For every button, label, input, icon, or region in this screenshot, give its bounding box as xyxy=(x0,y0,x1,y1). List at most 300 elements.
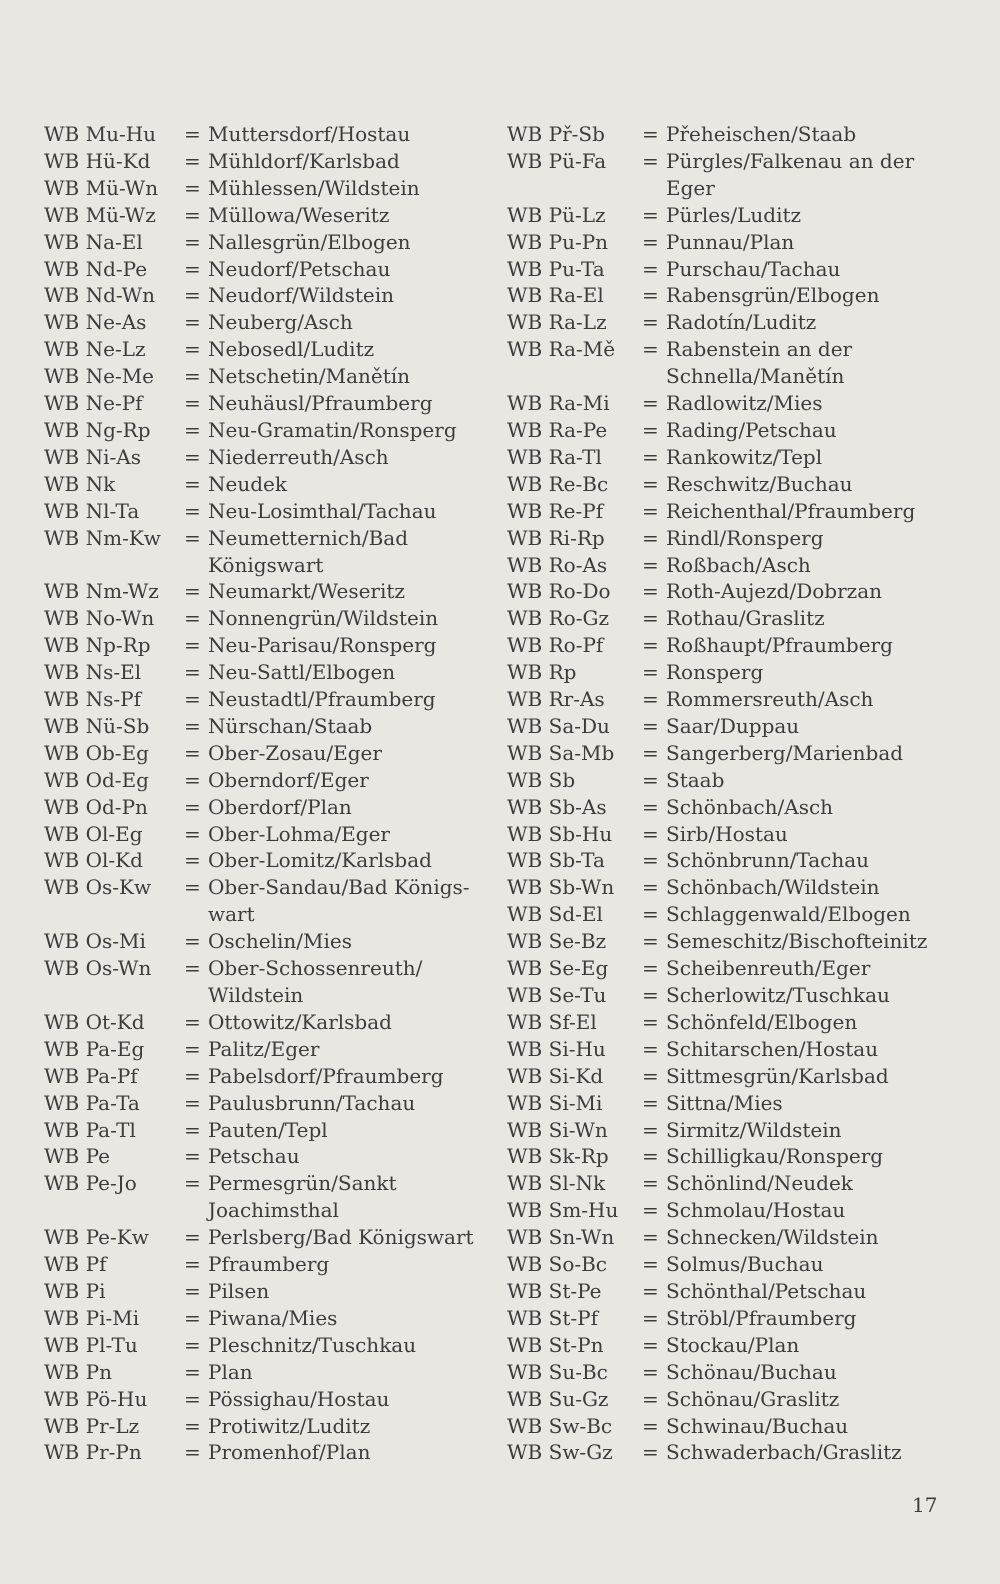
equals-sign: = xyxy=(184,821,201,846)
equals-sign: = xyxy=(184,337,201,362)
abbreviation-entry xyxy=(44,336,474,363)
place-name: Palitz/Eger xyxy=(208,1036,320,1061)
place-name: Purschau/Tachau xyxy=(666,256,841,281)
equals-sign: = xyxy=(642,1278,659,1303)
equals-sign: = xyxy=(642,1225,659,1250)
abbreviation-code: WB Si-Kd xyxy=(507,1063,604,1088)
abbreviation-code: WB Os-Mi xyxy=(44,929,146,954)
abbreviation-entry xyxy=(44,282,474,309)
equals-sign: = xyxy=(642,525,659,550)
place-name: Muttersdorf/Hostau xyxy=(208,122,411,146)
abbreviation-entry xyxy=(507,928,947,955)
abbreviation-code: WB Os-Kw xyxy=(44,875,152,900)
place-name: Neu-Losimthal/Tachau xyxy=(208,498,437,523)
place-name: Neumarkt/Weseritz xyxy=(208,579,405,604)
equals-sign: = xyxy=(184,1440,201,1465)
abbreviation-code: WB Sa-Mb xyxy=(507,740,615,765)
abbreviation-code: WB Se-Bz xyxy=(507,929,607,954)
abbreviation-code: WB Pe-Kw xyxy=(44,1225,149,1250)
equals-sign: = xyxy=(642,1171,659,1196)
abbreviation-code: WB Mü-Wz xyxy=(44,202,156,227)
place-name: Staab xyxy=(666,767,725,792)
abbreviation-code: WB Ng-Rp xyxy=(44,417,151,442)
equals-sign: = xyxy=(642,1413,659,1438)
equals-sign: = xyxy=(642,740,659,765)
abbreviation-entry xyxy=(44,928,474,955)
abbreviation-code: WB Pa-Eg xyxy=(44,1036,145,1061)
abbreviation-entry xyxy=(507,1251,947,1278)
abbreviation-entry xyxy=(44,821,474,848)
place-name: Ottowitz/Karlsbad xyxy=(208,1009,392,1034)
place-name: Schitarschen/Hostau xyxy=(666,1036,879,1061)
abbreviation-entry xyxy=(44,1143,474,1170)
equals-sign: = xyxy=(184,1117,201,1142)
abbreviation-code: WB Pe xyxy=(44,1144,111,1169)
equals-sign: = xyxy=(184,229,201,254)
place-name: Schilligkau/Ronsperg xyxy=(666,1144,884,1169)
abbreviation-entry xyxy=(44,659,474,686)
abbreviation-code: WB Se-Tu xyxy=(507,983,607,1007)
abbreviation-entry xyxy=(507,229,947,256)
abbreviation-code: WB Ro-Gz xyxy=(507,606,609,631)
place-name: Schönlind/Neudek xyxy=(666,1171,853,1196)
equals-sign: = xyxy=(642,1359,659,1384)
place-name: Pabelsdorf/Pfraumberg xyxy=(208,1063,444,1088)
abbreviation-code: WB Pi xyxy=(44,1278,106,1303)
abbreviation-entry xyxy=(507,874,947,901)
abbreviation-code: WB Ot-Kd xyxy=(44,1009,145,1034)
place-name: Ströbl/Pfraumberg xyxy=(666,1305,857,1330)
place-name: Neumetternich/Bad Königswart xyxy=(208,525,409,577)
place-name: Solmus/Buchau xyxy=(666,1252,824,1277)
place-name: Neu-Sattl/Elbogen xyxy=(208,660,396,685)
abbreviation-code: WB No-Wn xyxy=(44,606,155,631)
place-name: Paulusbrunn/Tachau xyxy=(208,1090,416,1115)
place-name: Neustadtl/Pfraumberg xyxy=(208,687,436,712)
abbreviation-code: WB Pi-Mi xyxy=(44,1305,140,1330)
abbreviation-code: WB Pu-Ta xyxy=(507,256,605,281)
right-column xyxy=(507,121,947,1466)
place-name: Reichenthal/Pfraumberg xyxy=(666,498,916,523)
abbreviation-code: WB Re-Bc xyxy=(507,471,609,496)
abbreviation-entry xyxy=(44,1305,474,1332)
equals-sign: = xyxy=(642,1144,659,1169)
equals-sign: = xyxy=(184,1413,201,1438)
abbreviation-code: WB Sb xyxy=(507,767,576,792)
equals-sign: = xyxy=(184,848,201,873)
place-name: Ober-Sandau/Bad Königs-wart xyxy=(208,875,470,927)
abbreviation-code: WB Np-Rp xyxy=(44,633,151,658)
equals-sign: = xyxy=(642,202,659,227)
place-name: Oberndorf/Eger xyxy=(208,767,369,792)
abbreviation-entry xyxy=(507,121,947,148)
abbreviation-entry xyxy=(507,713,947,740)
place-name: Mühldorf/Karlsbad xyxy=(208,148,400,173)
abbreviation-entry xyxy=(507,847,947,874)
abbreviation-entry xyxy=(44,1413,474,1440)
abbreviation-entry xyxy=(44,525,474,579)
abbreviation-entry xyxy=(507,1359,947,1386)
abbreviation-entry xyxy=(44,1009,474,1036)
abbreviation-code: WB Pa-Pf xyxy=(44,1063,138,1088)
abbreviation-code: WB Pü-Fa xyxy=(507,148,607,173)
equals-sign: = xyxy=(184,417,201,442)
abbreviation-entry xyxy=(507,390,947,417)
place-name: Roth-Aujezd/Dobrzan xyxy=(666,579,882,604)
abbreviation-code: WB Su-Bc xyxy=(507,1359,608,1384)
abbreviation-entry xyxy=(507,982,947,1009)
equals-sign: = xyxy=(184,1171,201,1196)
abbreviation-entry xyxy=(507,1386,947,1413)
abbreviation-code: WB Sf-El xyxy=(507,1009,597,1034)
equals-sign: = xyxy=(184,929,201,954)
equals-sign: = xyxy=(642,1198,659,1223)
place-name: Scheibenreuth/Eger xyxy=(666,956,871,981)
abbreviation-code: WB Ns-El xyxy=(44,660,142,685)
abbreviation-code: WB Nd-Wn xyxy=(44,283,156,308)
place-name: Müllowa/Weseritz xyxy=(208,202,390,227)
abbreviation-entry xyxy=(44,1117,474,1144)
abbreviation-code: WB Ol-Kd xyxy=(44,848,143,873)
place-name: Punnau/Plan xyxy=(666,229,795,254)
equals-sign: = xyxy=(642,687,659,712)
equals-sign: = xyxy=(184,606,201,631)
abbreviation-entry xyxy=(44,175,474,202)
abbreviation-code: WB Od-Pn xyxy=(44,794,148,819)
place-name: Protiwitz/Luditz xyxy=(208,1413,371,1438)
equals-sign: = xyxy=(184,391,201,416)
equals-sign: = xyxy=(642,794,659,819)
equals-sign: = xyxy=(642,1386,659,1411)
equals-sign: = xyxy=(642,660,659,685)
equals-sign: = xyxy=(642,606,659,631)
equals-sign: = xyxy=(642,444,659,469)
place-name: Pfraumberg xyxy=(208,1252,330,1277)
abbreviation-code: WB Pl-Tu xyxy=(44,1332,138,1357)
equals-sign: = xyxy=(642,848,659,873)
abbreviation-entry xyxy=(44,1332,474,1359)
abbreviation-code: WB Ro-Do xyxy=(507,579,611,604)
abbreviation-entry xyxy=(44,229,474,256)
abbreviation-code: WB St-Pf xyxy=(507,1305,598,1330)
abbreviation-entry xyxy=(507,1197,947,1224)
place-name: Scherlowitz/Tuschkau xyxy=(666,983,890,1007)
place-name: Sirmitz/Wildstein xyxy=(666,1117,842,1142)
equals-sign: = xyxy=(184,256,201,281)
abbreviation-entry xyxy=(507,901,947,928)
abbreviation-code: WB Ro-As xyxy=(507,552,608,577)
equals-sign: = xyxy=(642,956,659,981)
abbreviation-entry xyxy=(507,1278,947,1305)
abbreviation-entry xyxy=(44,713,474,740)
equals-sign: = xyxy=(642,821,659,846)
abbreviation-entry xyxy=(44,1386,474,1413)
abbreviation-entry xyxy=(507,417,947,444)
equals-sign: = xyxy=(642,148,659,173)
equals-sign: = xyxy=(642,229,659,254)
equals-sign: = xyxy=(184,1090,201,1115)
abbreviation-entry xyxy=(44,256,474,283)
abbreviation-entry xyxy=(44,847,474,874)
abbreviation-code: WB Sa-Du xyxy=(507,713,610,738)
abbreviation-entry xyxy=(44,471,474,498)
abbreviation-entry xyxy=(44,1251,474,1278)
equals-sign: = xyxy=(642,1332,659,1357)
abbreviation-code: WB Sm-Hu xyxy=(507,1198,619,1223)
place-name: Neu-Parisau/Ronsperg xyxy=(208,633,437,658)
place-name: Neuhäusl/Pfraumberg xyxy=(208,391,433,416)
place-name: Sittna/Mies xyxy=(666,1090,783,1115)
abbreviation-entry xyxy=(44,1170,474,1224)
abbreviation-entry xyxy=(507,336,947,390)
abbreviation-entry xyxy=(44,686,474,713)
abbreviation-entry xyxy=(507,1224,947,1251)
place-name: Pürles/Luditz xyxy=(666,202,802,227)
equals-sign: = xyxy=(184,633,201,658)
abbreviation-entry xyxy=(44,417,474,444)
abbreviation-entry xyxy=(44,498,474,525)
equals-sign: = xyxy=(642,579,659,604)
abbreviation-entry xyxy=(507,686,947,713)
abbreviation-code: WB Ob-Eg xyxy=(44,740,149,765)
abbreviation-entry xyxy=(44,202,474,229)
equals-sign: = xyxy=(184,1225,201,1250)
place-name: Sangerberg/Marienbad xyxy=(666,740,904,765)
equals-sign: = xyxy=(184,1252,201,1277)
equals-sign: = xyxy=(642,122,659,146)
place-name: Schmolau/Hostau xyxy=(666,1198,846,1223)
abbreviation-code: WB Si-Mi xyxy=(507,1090,603,1115)
abbreviation-entry xyxy=(507,202,947,229)
abbreviation-entry xyxy=(507,659,947,686)
equals-sign: = xyxy=(184,687,201,712)
abbreviation-entry xyxy=(507,1117,947,1144)
abbreviation-code: WB Sw-Bc xyxy=(507,1413,613,1438)
equals-sign: = xyxy=(642,875,659,900)
place-name: Schönbrunn/Tachau xyxy=(666,848,870,873)
abbreviation-code: WB Ra-Lz xyxy=(507,310,607,335)
place-name: Schönbach/Wildstein xyxy=(666,875,880,900)
abbreviation-code: WB Nü-Sb xyxy=(44,713,150,738)
abbreviation-entry xyxy=(44,444,474,471)
equals-sign: = xyxy=(642,929,659,954)
abbreviation-code: WB Sb-Wn xyxy=(507,875,615,900)
place-name: Pauten/Tepl xyxy=(208,1117,328,1142)
place-name: Niederreuth/Asch xyxy=(208,444,389,469)
abbreviation-code: WB Ne-Lz xyxy=(44,337,146,362)
equals-sign: = xyxy=(642,767,659,792)
abbreviation-entry xyxy=(507,471,947,498)
abbreviation-entry xyxy=(44,794,474,821)
abbreviation-entry xyxy=(507,632,947,659)
place-name: Pilsen xyxy=(208,1278,270,1303)
abbreviation-entry xyxy=(44,1224,474,1251)
equals-sign: = xyxy=(184,1305,201,1330)
abbreviation-code: WB Sb-Hu xyxy=(507,821,613,846)
place-name: Schönbach/Asch xyxy=(666,794,834,819)
abbreviation-entry xyxy=(507,1090,947,1117)
abbreviation-entry xyxy=(44,309,474,336)
abbreviation-code: WB Ol-Eg xyxy=(44,821,143,846)
place-name: Nebosedl/Luditz xyxy=(208,337,375,362)
abbreviation-entry xyxy=(507,1143,947,1170)
place-name: Promenhof/Plan xyxy=(208,1440,371,1465)
abbreviation-code: WB Pr-Pn xyxy=(44,1440,142,1465)
equals-sign: = xyxy=(642,498,659,523)
equals-sign: = xyxy=(184,794,201,819)
abbreviation-entry xyxy=(44,1090,474,1117)
equals-sign: = xyxy=(184,310,201,335)
abbreviation-code: WB Pn xyxy=(44,1359,112,1384)
abbreviation-entry xyxy=(44,955,474,1009)
place-name: Schönfeld/Elbogen xyxy=(666,1009,858,1034)
place-name: Netschetin/Manětín xyxy=(208,364,411,389)
equals-sign: = xyxy=(184,1359,201,1384)
equals-sign: = xyxy=(184,1332,201,1357)
abbreviation-code: WB Ne-Me xyxy=(44,364,155,389)
place-name: Schönau/Graslitz xyxy=(666,1386,840,1411)
place-name: Pössighau/Hostau xyxy=(208,1386,390,1411)
abbreviation-code: WB Sb-As xyxy=(507,794,607,819)
equals-sign: = xyxy=(184,660,201,685)
abbreviation-code: WB Pe-Jo xyxy=(44,1171,137,1196)
abbreviation-entry xyxy=(44,578,474,605)
abbreviation-code: WB Ne-As xyxy=(44,310,147,335)
place-name: Ronsperg xyxy=(666,660,764,685)
abbreviation-entry xyxy=(507,148,947,202)
equals-sign: = xyxy=(642,337,659,362)
abbreviation-entry xyxy=(507,498,947,525)
equals-sign: = xyxy=(184,767,201,792)
place-name: Nonnengrün/Wildstein xyxy=(208,606,439,631)
place-name: Nallesgrün/Elbogen xyxy=(208,229,411,254)
equals-sign: = xyxy=(642,633,659,658)
place-name: Permesgrün/Sankt Joachimsthal xyxy=(208,1171,397,1223)
place-name: Piwana/Mies xyxy=(208,1305,338,1330)
abbreviation-code: WB Mu-Hu xyxy=(44,122,157,146)
abbreviation-code: WB Sn-Wn xyxy=(507,1225,615,1250)
equals-sign: = xyxy=(184,1144,201,1169)
abbreviation-code: WB Su-Gz xyxy=(507,1386,609,1411)
abbreviation-code: WB Pf xyxy=(44,1252,107,1277)
place-name: Saar/Duppau xyxy=(666,713,800,738)
equals-sign: = xyxy=(642,1036,659,1061)
equals-sign: = xyxy=(184,122,201,146)
equals-sign: = xyxy=(184,956,201,981)
abbreviation-entry xyxy=(44,363,474,390)
abbreviation-entry xyxy=(507,767,947,794)
equals-sign: = xyxy=(642,713,659,738)
abbreviation-entry xyxy=(44,148,474,175)
place-name: Neu-Gramatin/Ronsperg xyxy=(208,417,457,442)
abbreviation-entry xyxy=(507,1413,947,1440)
abbreviation-code: WB Pr-Lz xyxy=(44,1413,140,1438)
equals-sign: = xyxy=(184,283,201,308)
abbreviation-code: WB Re-Pf xyxy=(507,498,604,523)
left-column xyxy=(44,121,474,1466)
abbreviation-code: WB Ra-Pe xyxy=(507,417,608,442)
abbreviation-code: WB Ra-Tl xyxy=(507,444,602,469)
abbreviation-entry xyxy=(44,740,474,767)
place-name: Semeschitz/Bischofteinitz xyxy=(666,929,928,954)
equals-sign: = xyxy=(642,1117,659,1142)
abbreviation-code: WB Ns-Pf xyxy=(44,687,141,712)
place-name: Oschelin/Mies xyxy=(208,929,352,954)
equals-sign: = xyxy=(642,1063,659,1088)
place-name: Plan xyxy=(208,1359,253,1384)
equals-sign: = xyxy=(642,552,659,577)
place-name: Neudek xyxy=(208,471,287,496)
place-name: Ober-Zosau/Eger xyxy=(208,740,382,765)
abbreviation-code: WB Ne-Pf xyxy=(44,391,143,416)
equals-sign: = xyxy=(642,283,659,308)
abbreviation-entry xyxy=(507,578,947,605)
place-name: Rabenstein an der Schnella/Manětín xyxy=(666,337,853,389)
place-name: Rindl/Ronsperg xyxy=(666,525,824,550)
abbreviation-code: WB Os-Wn xyxy=(44,956,152,981)
place-name: Mühlessen/Wildstein xyxy=(208,175,420,200)
place-name: Neuberg/Asch xyxy=(208,310,353,335)
place-name: Rommersreuth/Asch xyxy=(666,687,874,712)
abbreviation-code: WB Př-Sb xyxy=(507,122,605,146)
page-number: 17 xyxy=(912,1493,938,1517)
abbreviation-entry xyxy=(507,256,947,283)
equals-sign: = xyxy=(184,740,201,765)
place-name: Neudorf/Wildstein xyxy=(208,283,394,308)
abbreviation-code: WB Pa-Tl xyxy=(44,1117,136,1142)
abbreviation-entry xyxy=(44,767,474,794)
place-name: Schlaggenwald/Elbogen xyxy=(666,902,911,927)
abbreviation-code: WB Si-Wn xyxy=(507,1117,608,1142)
abbreviation-code: WB Nm-Kw xyxy=(44,525,161,550)
equals-sign: = xyxy=(184,1063,201,1088)
place-name: Reschwitz/Buchau xyxy=(666,471,853,496)
place-name: Rothau/Graslitz xyxy=(666,606,825,631)
abbreviation-entry xyxy=(507,1036,947,1063)
abbreviation-code: WB Pü-Lz xyxy=(507,202,606,227)
abbreviation-code: WB Hü-Kd xyxy=(44,148,151,173)
abbreviation-entry xyxy=(44,1036,474,1063)
place-name: Oberdorf/Plan xyxy=(208,794,352,819)
abbreviation-code: WB Na-El xyxy=(44,229,143,254)
abbreviation-code: WB Nk xyxy=(44,471,116,496)
abbreviation-code: WB Ni-As xyxy=(44,444,141,469)
place-name: Nürschan/Staab xyxy=(208,713,373,738)
abbreviation-code: WB Se-Eg xyxy=(507,956,609,981)
equals-sign: = xyxy=(642,1252,659,1277)
place-name: Schwinau/Buchau xyxy=(666,1413,849,1438)
abbreviation-code: WB Pa-Ta xyxy=(44,1090,140,1115)
place-name: Schnecken/Wildstein xyxy=(666,1225,879,1250)
equals-sign: = xyxy=(184,471,201,496)
place-name: Sirb/Hostau xyxy=(666,821,788,846)
abbreviation-code: WB Rp xyxy=(507,660,577,685)
equals-sign: = xyxy=(184,202,201,227)
equals-sign: = xyxy=(184,175,201,200)
equals-sign: = xyxy=(642,417,659,442)
equals-sign: = xyxy=(642,310,659,335)
abbreviation-entry xyxy=(44,1063,474,1090)
abbreviation-entry xyxy=(44,121,474,148)
abbreviation-code: WB Sd-El xyxy=(507,902,603,927)
abbreviation-entry xyxy=(507,1439,947,1466)
abbreviation-entry xyxy=(507,444,947,471)
abbreviation-code: WB Ra-Mi xyxy=(507,391,610,416)
abbreviation-entry xyxy=(507,821,947,848)
place-name: Petschau xyxy=(208,1144,300,1169)
abbreviation-code: WB Nd-Pe xyxy=(44,256,148,281)
abbreviation-entry xyxy=(507,1305,947,1332)
